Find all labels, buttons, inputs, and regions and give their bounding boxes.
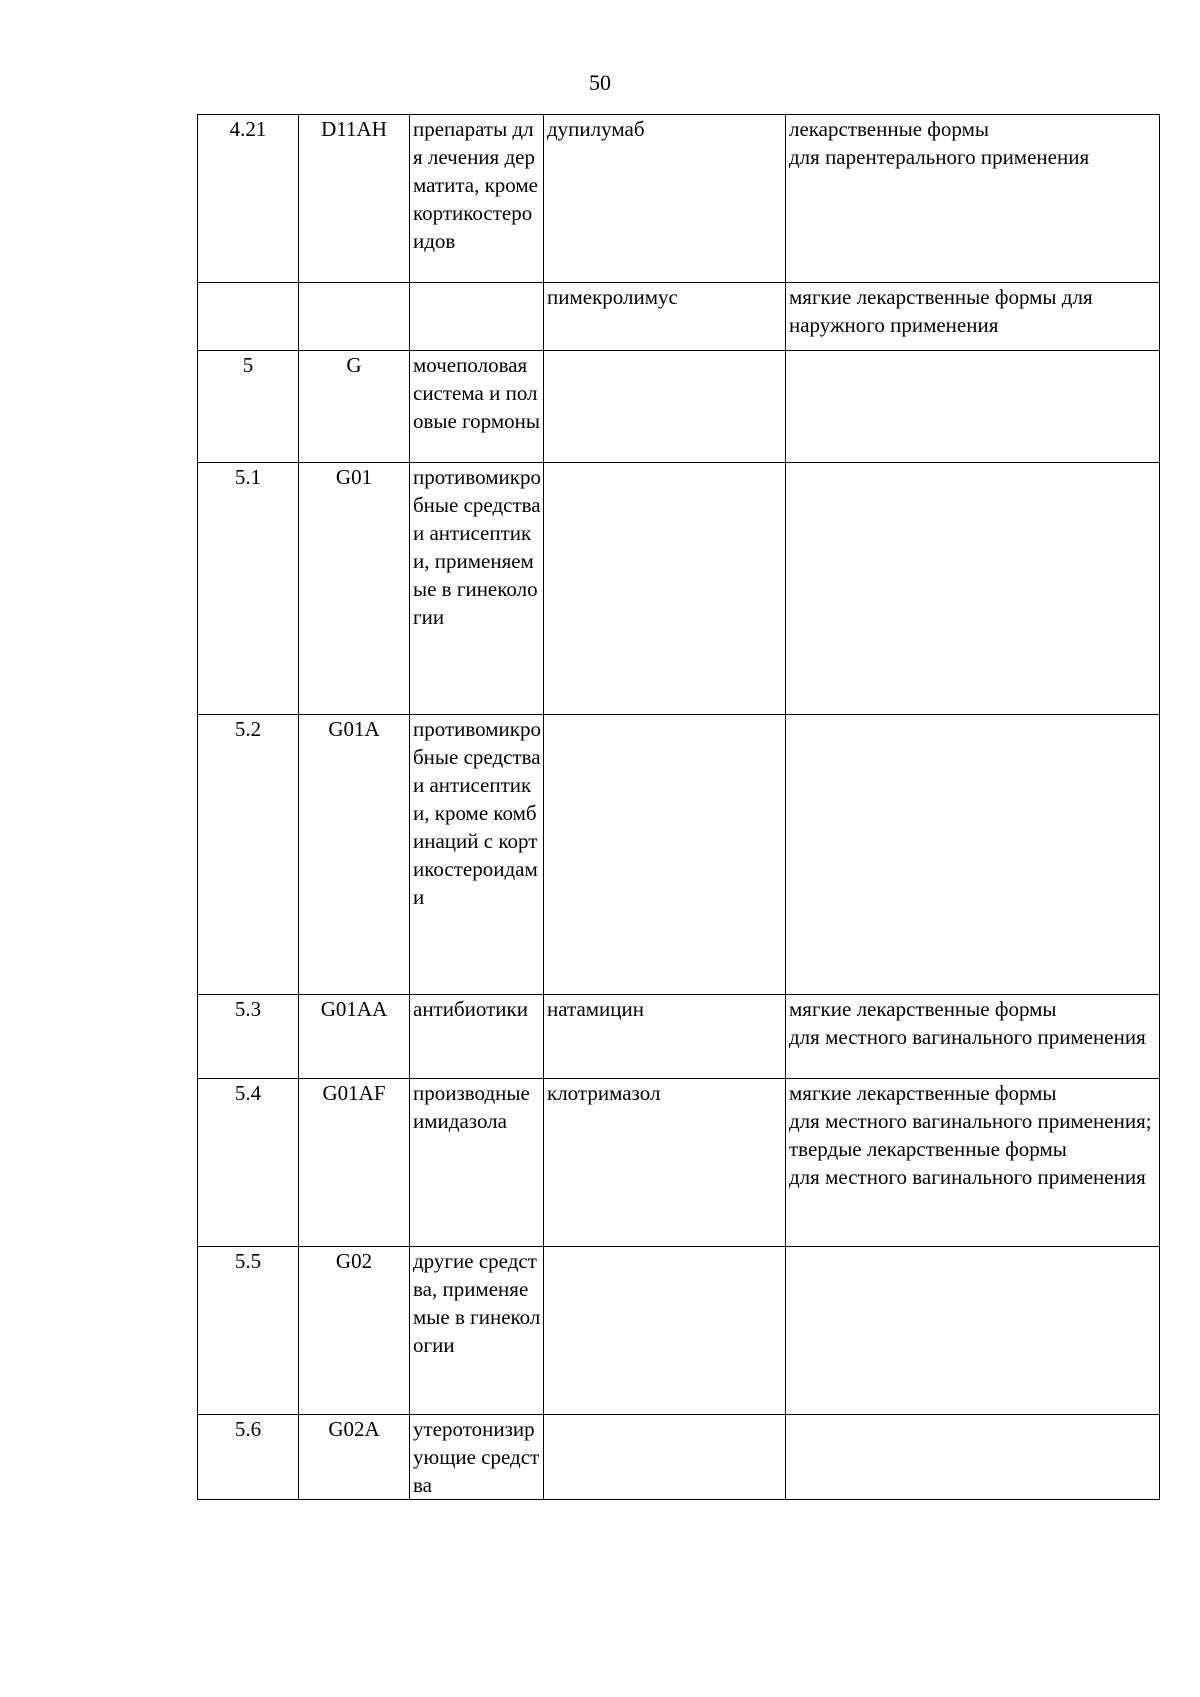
group-name-cell: другие средства, применяемые в гинекологии [410,1247,544,1415]
group-name-cell [410,283,544,351]
group-name-cell: антибиотики [410,995,544,1079]
table-row [198,463,1160,715]
drug-name-cell [544,351,786,463]
atc-code-cell: G02 [299,1247,410,1415]
table-row [198,351,1160,463]
drug-name-cell: пимекролимус [544,283,786,351]
dosage-form-line: для местного вагинального применения [789,1025,1146,1049]
row-number-cell: 5.5 [198,1247,299,1415]
drug-name-cell: натамицин [544,995,786,1079]
group-name-cell: утеротонизирующие средства [410,1415,544,1500]
dosage-form-line: мягкие лекарственные формы для наружного применения [789,285,1093,337]
dosage-forms-cell [786,1415,1160,1500]
dosage-forms-cell [786,1079,1160,1247]
dosage-form-line: для парентерального применения [789,145,1090,169]
dosage-form-line: для местного вагинального применения [789,1165,1146,1189]
atc-code-cell: G01AF [299,1079,410,1247]
row-number-cell: 5 [198,351,299,463]
group-name-cell: препараты для лечения дерматита, кроме кортикостероидов [410,115,544,283]
table-row [198,1415,1160,1500]
dosage-forms-cell [786,283,1160,351]
group-name-cell: производные имидазола [410,1079,544,1247]
dosage-forms-cell [786,1247,1160,1415]
drug-name-cell: клотримазол [544,1079,786,1247]
row-number-cell: 5.3 [198,995,299,1079]
table-row [198,283,1160,351]
drug-name-cell [544,1247,786,1415]
group-name-cell: противомикробные средства и антисептики, кроме комбинаций с кортикостероидами [410,715,544,995]
group-name-cell: мочеполовая система и половые гормоны [410,351,544,463]
dosage-form-line: лекарственные формы [789,117,989,141]
dosage-forms-cell [786,351,1160,463]
dosage-forms-cell [786,115,1160,283]
atc-code-cell: G [299,351,410,463]
dosage-forms-cell [786,715,1160,995]
table-row [198,715,1160,995]
row-number-cell: 5.4 [198,1079,299,1247]
dosage-form-line: мягкие лекарственные формы [789,997,1057,1021]
atc-code-cell [299,283,410,351]
atc-code-cell: G01A [299,715,410,995]
atc-code-cell: D11AH [299,115,410,283]
atc-code-cell: G01 [299,463,410,715]
dosage-forms-cell [786,463,1160,715]
drug-name-cell [544,463,786,715]
atc-code-cell: G02A [299,1415,410,1500]
dosage-forms-cell [786,995,1160,1079]
row-number-cell: 5.6 [198,1415,299,1500]
row-number-cell: 4.21 [198,115,299,283]
drug-list-table [197,114,1160,1500]
drug-name-cell [544,1415,786,1500]
atc-code-cell: G01AA [299,995,410,1079]
table-row [198,115,1160,283]
dosage-form-line: мягкие лекарственные формы [789,1081,1057,1105]
row-number-cell [198,283,299,351]
dosage-form-line: для местного вагинального применения; твердые лекарственные формы [789,1109,1152,1161]
table-row [198,1079,1160,1247]
table-row [198,995,1160,1079]
page-number: 50 [589,70,611,95]
drug-name-cell [544,715,786,995]
row-number-cell: 5.2 [198,715,299,995]
table-row [198,1247,1160,1415]
group-name-cell: противомикробные средства и антисептики, применяемые в гинекологии [410,463,544,715]
drug-name-cell: дупилумаб [544,115,786,283]
row-number-cell: 5.1 [198,463,299,715]
